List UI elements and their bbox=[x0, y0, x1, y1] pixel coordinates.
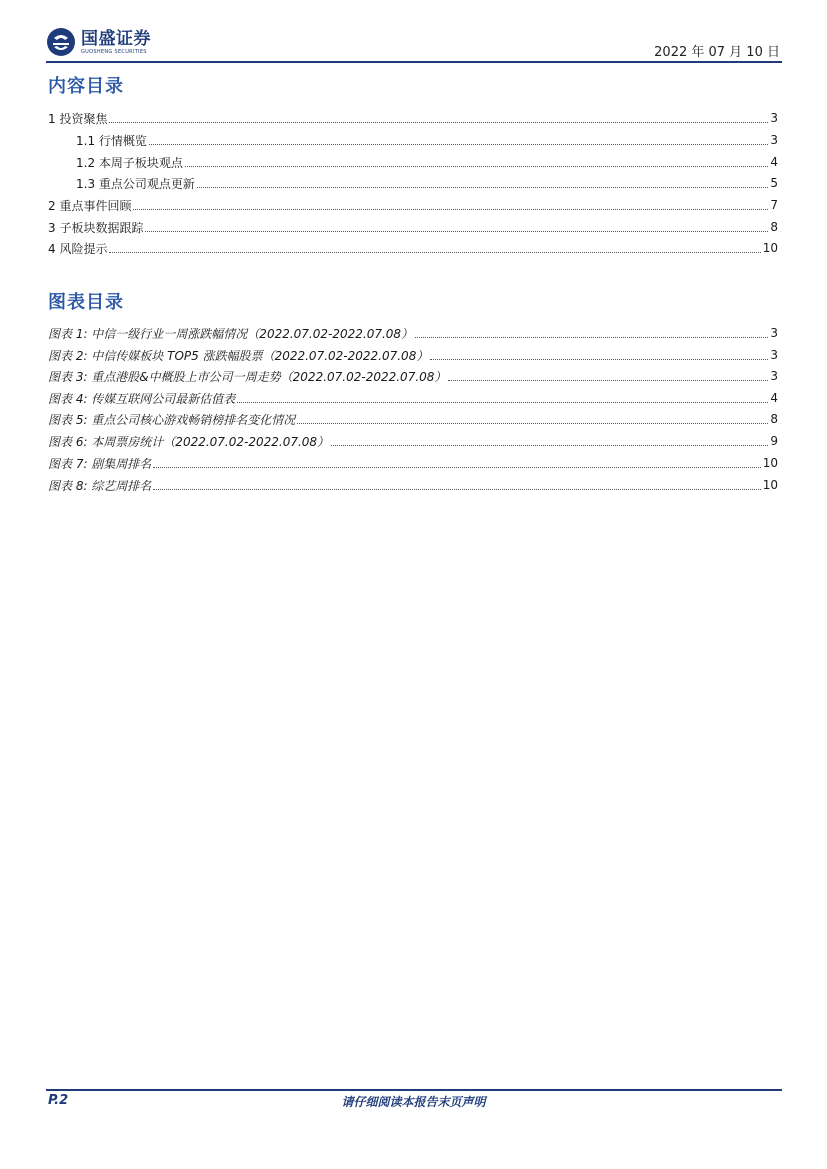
report-date: 2022 年 07 月 10 日 bbox=[654, 45, 780, 60]
leader-dots bbox=[197, 187, 768, 188]
figure-entry[interactable] bbox=[48, 346, 778, 364]
figure-entry-label: 图表 6: 本周票房统计（2022.07.02-2022.07.08） bbox=[48, 434, 330, 449]
leader-dots bbox=[133, 209, 768, 210]
figure-entry-page: 9 bbox=[770, 434, 778, 448]
toc-entry-page: 4 bbox=[770, 155, 778, 169]
toc-entry-label: 1.1 行情概览 bbox=[76, 133, 147, 148]
figure-entry[interactable] bbox=[48, 454, 778, 472]
figure-entry[interactable] bbox=[48, 389, 778, 407]
figure-entry-label: 图表 8: 综艺周排名 bbox=[48, 478, 152, 493]
page-header bbox=[46, 24, 782, 62]
toc-entry[interactable] bbox=[76, 131, 778, 149]
toc-entry-page: 7 bbox=[770, 198, 778, 212]
figure-entry-page: 8 bbox=[770, 412, 778, 426]
footer-divider bbox=[46, 1089, 782, 1091]
figure-entry[interactable] bbox=[48, 432, 778, 450]
leader-dots bbox=[153, 467, 760, 468]
figure-entry-label: 图表 4: 传媒互联网公司最新估值表 bbox=[48, 391, 236, 406]
toc-entry-label: 3 子板块数据跟踪 bbox=[48, 220, 144, 235]
figure-entry-label: 图表 2: 中信传媒板块 TOP5 涨跌幅股票（2022.07.02-2022.07.08） bbox=[48, 348, 429, 363]
figure-entry[interactable] bbox=[48, 367, 778, 385]
leader-dots bbox=[331, 445, 768, 446]
figure-entry[interactable] bbox=[48, 410, 778, 428]
guosheng-logo-icon bbox=[46, 27, 76, 57]
leader-dots bbox=[185, 166, 768, 167]
toc-entry-page: 10 bbox=[762, 241, 778, 255]
toc-entry[interactable] bbox=[48, 239, 778, 257]
toc-entry-page: 3 bbox=[770, 111, 778, 125]
toc-entry-label: 1 投资聚焦 bbox=[48, 111, 108, 126]
leader-dots bbox=[415, 337, 768, 338]
toc-entry[interactable] bbox=[48, 196, 778, 214]
toc-entry-page: 8 bbox=[770, 220, 778, 234]
figures-title: 图表目录 bbox=[48, 292, 124, 313]
figure-entry-page: 4 bbox=[770, 391, 778, 405]
toc-entry[interactable] bbox=[48, 218, 778, 236]
contents-title: 内容目录 bbox=[48, 76, 124, 97]
toc-entry-page: 3 bbox=[770, 133, 778, 147]
page-number: P.2 bbox=[48, 1093, 69, 1108]
figure-entry[interactable] bbox=[48, 476, 778, 494]
figure-entry-label: 图表 1: 中信一级行业一周涨跌幅情况（2022.07.02-2022.07.08） bbox=[48, 326, 414, 341]
figure-entry-label: 图表 3: 重点港股&中概股上市公司一周走势（2022.07.02-2022.07.08） bbox=[48, 369, 447, 384]
leader-dots bbox=[109, 122, 768, 123]
toc-entry[interactable] bbox=[76, 174, 778, 192]
figure-entry-page: 3 bbox=[770, 369, 778, 383]
toc-entry[interactable] bbox=[48, 109, 778, 127]
figure-entry-page: 3 bbox=[770, 348, 778, 362]
leader-dots bbox=[448, 380, 768, 381]
brand-logo bbox=[46, 24, 151, 60]
toc-entry[interactable] bbox=[76, 153, 778, 171]
toc-entry-label: 1.3 重点公司观点更新 bbox=[76, 176, 195, 191]
disclaimer-note: 请仔细阅读本报告末页声明 bbox=[341, 1095, 486, 1109]
toc-entry-page: 5 bbox=[770, 176, 778, 190]
figure-entry-page: 3 bbox=[770, 326, 778, 340]
toc-entry-label: 2 重点事件回顾 bbox=[48, 198, 132, 213]
leader-dots bbox=[297, 423, 768, 424]
leader-dots bbox=[153, 489, 760, 490]
toc-entry-label: 4 风险提示 bbox=[48, 241, 108, 256]
leader-dots bbox=[145, 231, 768, 232]
brand-name: 国盛证券 bbox=[81, 29, 151, 49]
header-divider bbox=[46, 61, 782, 63]
figure-entry-page: 10 bbox=[762, 478, 778, 492]
figure-entry-label: 图表 5: 重点公司核心游戏畅销榜排名变化情况 bbox=[48, 412, 296, 427]
leader-dots bbox=[430, 359, 768, 360]
figure-entry-page: 10 bbox=[762, 456, 778, 470]
figure-entry[interactable] bbox=[48, 324, 778, 342]
leader-dots bbox=[149, 144, 768, 145]
toc-entry-label: 1.2 本周子板块观点 bbox=[76, 155, 183, 170]
figure-entry-label: 图表 7: 剧集周排名 bbox=[48, 456, 152, 471]
brand-name-en: GUOSHENG SECURITIES bbox=[81, 49, 147, 55]
leader-dots bbox=[109, 252, 760, 253]
leader-dots bbox=[237, 402, 768, 403]
